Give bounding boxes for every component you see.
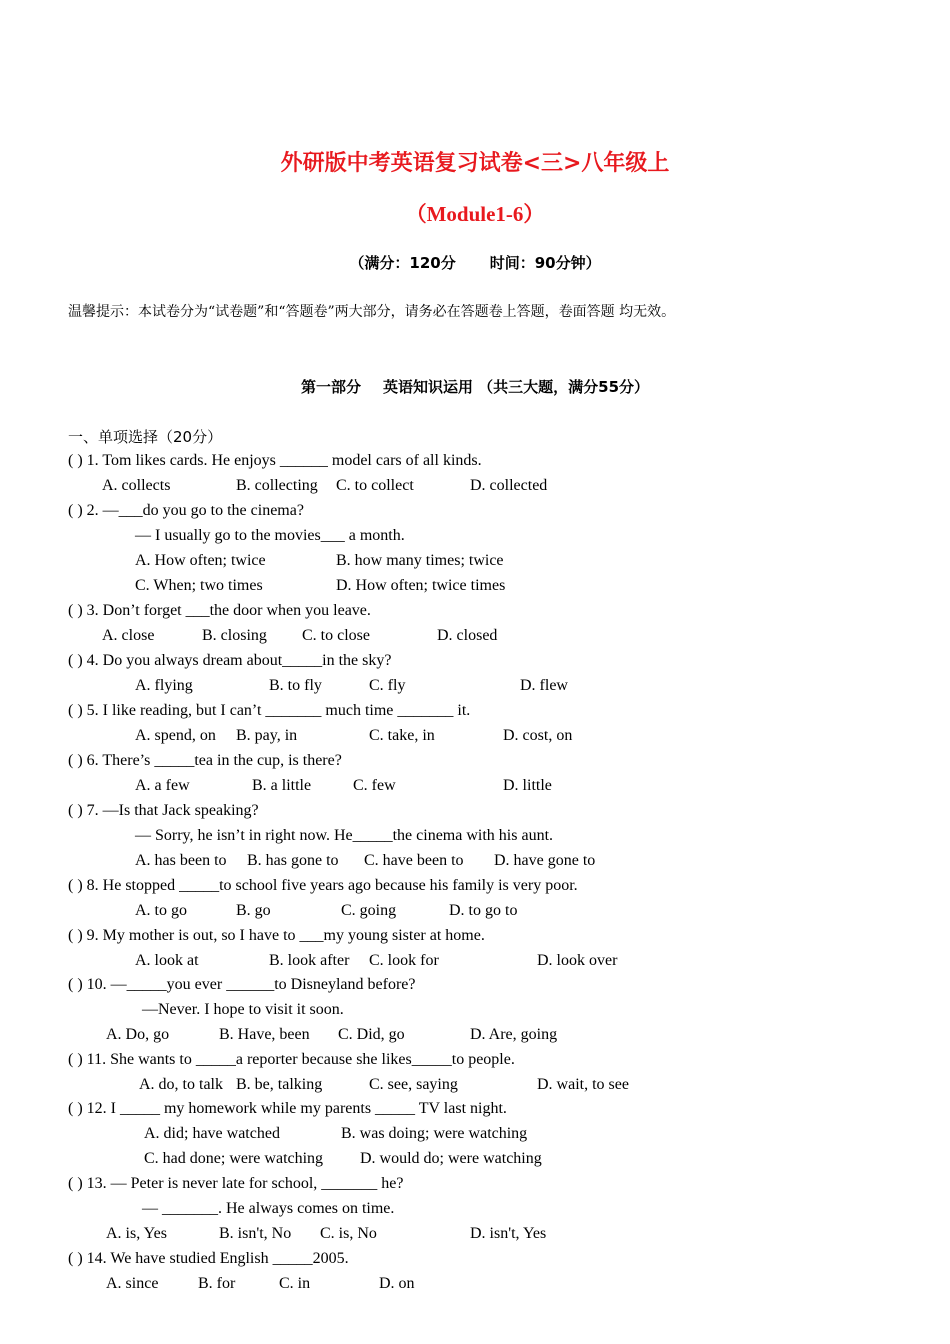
- exam-time: 时间：90分钟）: [489, 254, 601, 272]
- option-b: B. collecting: [236, 477, 318, 494]
- option-d: D. look over: [537, 952, 618, 969]
- option-a: A. do, to talk: [139, 1076, 223, 1093]
- option-d: D. flew: [520, 677, 568, 694]
- option-a: A. flying: [135, 677, 193, 694]
- option-a: A. collects: [102, 477, 171, 494]
- option-a: A. How often; twice: [135, 552, 266, 569]
- option-c: C. have been to: [364, 852, 464, 869]
- option-a: A. a few: [135, 777, 190, 794]
- option-b: B. a little: [252, 777, 312, 794]
- option-c: C. look for: [369, 952, 439, 969]
- option-d: D. collected: [470, 477, 548, 494]
- option-d: D. isn't, Yes: [470, 1225, 547, 1242]
- option-b: B. isn't, No: [219, 1225, 292, 1242]
- option-c: C. Did, go: [338, 1026, 405, 1043]
- question-stem: ( ) 14. We have studied English _____2005.: [68, 1250, 349, 1267]
- option-b: B. was doing; were watching: [341, 1125, 528, 1142]
- option-d: D. Are, going: [470, 1026, 558, 1043]
- question-stem: ( ) 9. My mother is out, so I have to ___my young sister at home.: [68, 927, 485, 944]
- option-a: A. is, Yes: [106, 1225, 167, 1242]
- option-c: C. had done; were watching: [144, 1150, 324, 1167]
- question-stem: ( ) 13. — Peter is never late for school, _______ he?: [68, 1175, 404, 1192]
- option-d: D. closed: [437, 627, 498, 644]
- option-b: B. to fly: [269, 677, 322, 694]
- part-title: 英语知识运用 （共三大题，满分55分）: [382, 378, 650, 396]
- notice-label: 温馨提示：: [68, 304, 138, 320]
- question-reply: — I usually go to the movies___ a month.: [135, 527, 405, 544]
- option-c: C. few: [353, 777, 396, 794]
- score-time-line: [0, 252, 950, 273]
- option-a: A. Do, go: [106, 1026, 170, 1043]
- exam-title: 外研版中考英语复习试卷<三>八年级上: [280, 151, 670, 176]
- question-reply: —Never. I hope to visit it soon.: [142, 1001, 344, 1018]
- option-c: C. going: [341, 902, 397, 919]
- option-c: C. is, No: [320, 1225, 377, 1242]
- option-d: D. to go to: [449, 902, 518, 919]
- notice-text: 本试卷分为“试卷题”和“答题卷”两大部分，请务必在答题卷上答题，卷面答题 均无效。: [138, 304, 676, 320]
- option-a: A. since: [106, 1275, 159, 1292]
- option-d: D. on: [379, 1275, 415, 1292]
- question-reply: — _______. He always comes on time.: [142, 1200, 395, 1217]
- question-stem: ( ) 4. Do you always dream about_____in the sky?: [68, 652, 392, 669]
- option-d: D. wait, to see: [537, 1076, 629, 1093]
- option-a: A. to go: [135, 902, 187, 919]
- option-b: B. pay, in: [236, 727, 298, 744]
- option-c: C. see, saying: [369, 1076, 458, 1093]
- question-stem: ( ) 7. —Is that Jack speaking?: [68, 802, 259, 819]
- exam-subtitle: （Module1-6）: [405, 202, 545, 226]
- option-a: A. spend, on: [135, 727, 216, 744]
- option-c: C. to close: [302, 627, 370, 644]
- option-d: D. cost, on: [503, 727, 573, 744]
- question-stem: ( ) 5. I like reading, but I can’t _______ much time _______ it.: [68, 702, 471, 719]
- question-stem: ( ) 6. There’s _____tea in the cup, is there?: [68, 752, 342, 769]
- question-stem: ( ) 12. I _____ my homework while my parents _____ TV last night.: [68, 1100, 507, 1117]
- option-c: C. in: [279, 1275, 311, 1292]
- option-b: B. Have, been: [219, 1026, 310, 1043]
- part-heading: [0, 376, 950, 397]
- option-b: B. has gone to: [247, 852, 339, 869]
- full-score: （满分：120分: [349, 254, 456, 272]
- option-b: B. how many times; twice: [336, 552, 504, 569]
- question-stem: ( ) 8. He stopped _____to school five years ago because his family is very poor.: [68, 877, 578, 894]
- option-c: C. When; two times: [135, 577, 263, 594]
- option-c: C. to collect: [336, 477, 414, 494]
- option-a: A. look at: [135, 952, 199, 969]
- option-c: C. fly: [369, 677, 406, 694]
- part-number: 第一部分: [300, 378, 361, 396]
- question-reply: — Sorry, he isn’t in right now. He_____the cinema with his aunt.: [135, 827, 554, 844]
- question-stem: ( ) 1. Tom likes cards. He enjoys ______ model cars of all kinds.: [68, 452, 482, 469]
- option-b: B. for: [198, 1275, 236, 1292]
- question-stem: ( ) 2. —___do you go to the cinema?: [68, 502, 304, 519]
- question-stem: ( ) 11. She wants to _____a reporter because she likes_____to people.: [68, 1051, 515, 1068]
- option-a: A. has been to: [135, 852, 227, 869]
- option-d: D. have gone to: [494, 852, 596, 869]
- option-a: A. did; have watched: [144, 1125, 280, 1142]
- option-c: C. take, in: [369, 727, 435, 744]
- section-heading: 一、单项选择（20分）: [68, 428, 223, 446]
- option-a: A. close: [102, 627, 155, 644]
- option-d: D. How often; twice times: [336, 577, 506, 594]
- option-b: B. look after: [269, 952, 350, 969]
- option-d: D. little: [503, 777, 552, 794]
- option-b: B. closing: [202, 627, 267, 644]
- notice: [68, 301, 898, 321]
- option-d: D. would do; were watching: [360, 1150, 542, 1167]
- option-b: B. go: [236, 902, 271, 919]
- question-stem: ( ) 10. —_____you ever ______to Disneyland before?: [68, 976, 416, 993]
- question-stem: ( ) 3. Don’t forget ___the door when you leave.: [68, 602, 371, 619]
- option-b: B. be, talking: [236, 1076, 323, 1093]
